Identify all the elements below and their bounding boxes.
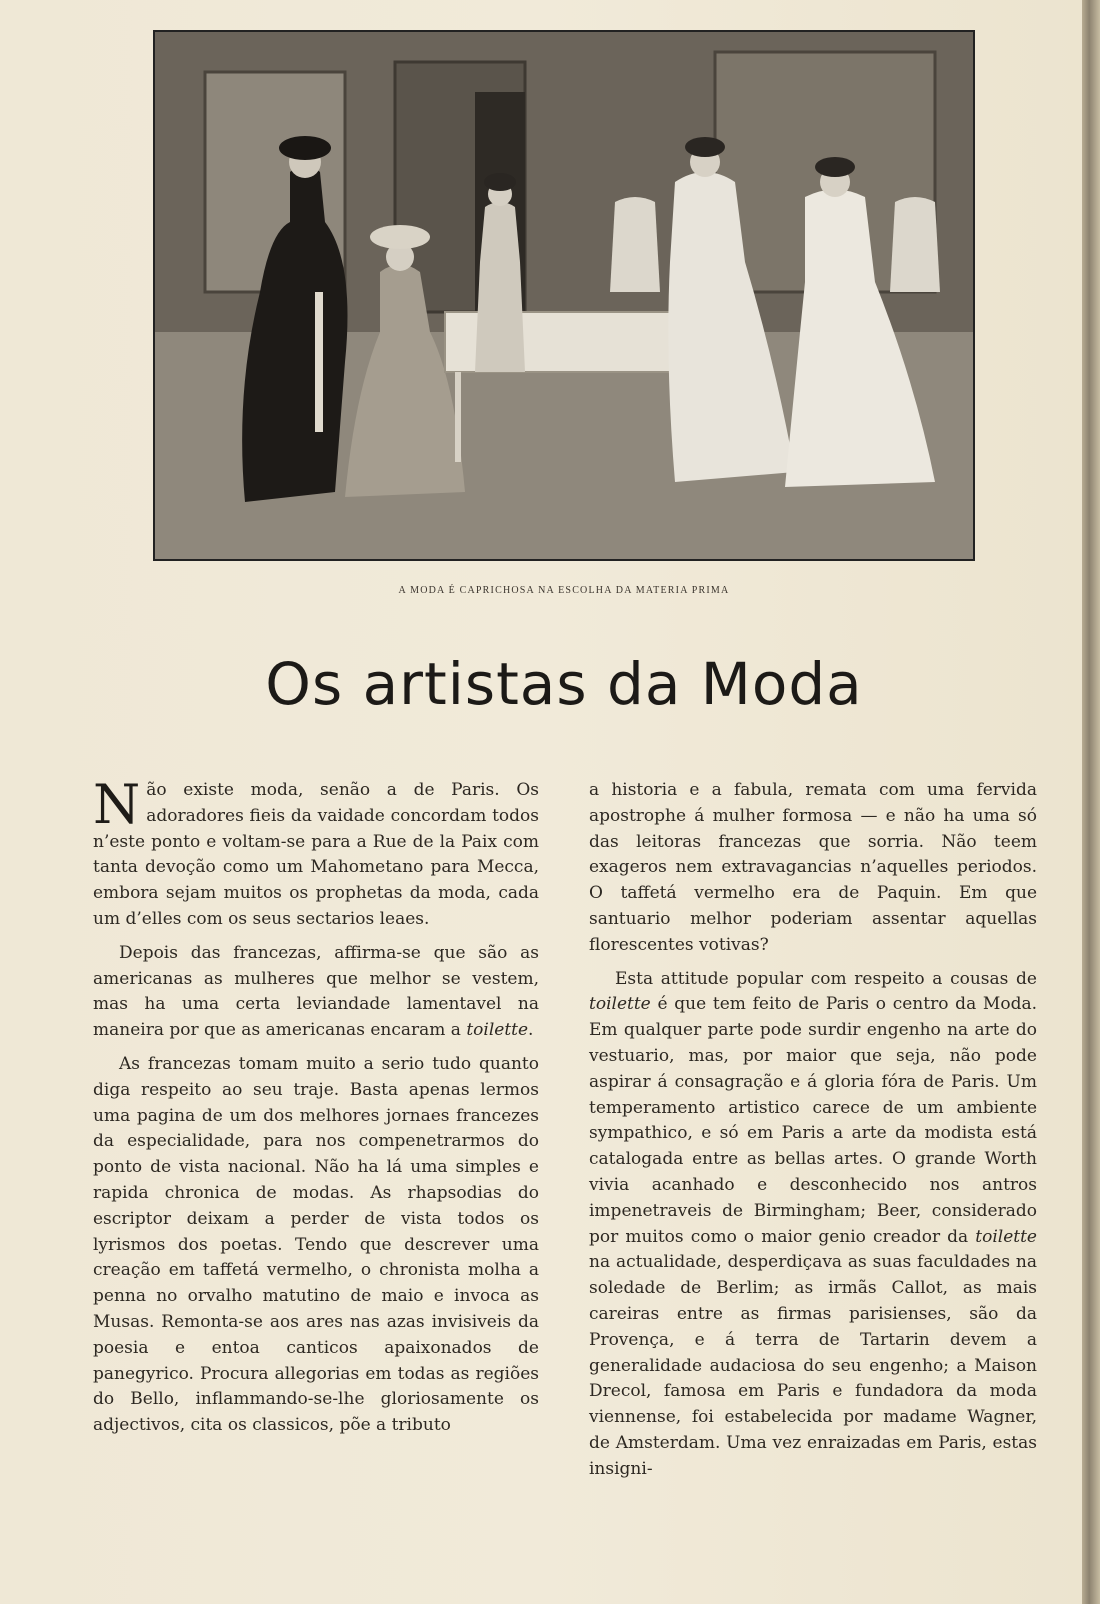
paragraph-text: ão existe moda, senão a de Paris. Os adoradores fieis da vaidade concordam todos n’este ponto e voltam-se para a Rue de la Paix com tanta devoção como um Mahometano para Mecca, embora sejam muitos os prophetas da moda, cada um d’elles com os seus sectarios leaes. [93,780,539,929]
page-edge [1082,0,1100,1604]
italic-term: toilette [975,1226,1037,1247]
drop-cap: N [93,773,141,836]
paragraph-text: As francezas tomam muito a serio tudo quanto diga respeito ao seu traje. Basta apenas lermos uma pagina de um dos melhores jornaes francezes da especialidade, para nos compenetrarmos do ponto de vista nacional. Não ha lá uma simples e rapida chronica de modas. As rhapsodias do escriptor deixam a perder de vista todos os lyrismos dos poetas. Tendo que descrever uma creação em taffetá vermelho, o chronista molha a penna no orvalho matutino de maio e invoca as Musas. Remonta-se aos ares nas azas invisiveis da poesia e entoa canticos apaixonados de panegyrico. Procura allegorias em todas as regiões do Bello, inflammando-se-lhe gloriosamente os adjectivos, cita os classicos, põe a tributo [93,1053,539,1436]
paragraph [589,967,1037,1483]
italic-term: toilette [466,1020,529,1041]
article-title: Os artistas da Moda [265,650,863,718]
article-column-right [589,778,1037,1491]
paragraph-text: na actualidade, desperdiçava as suas faculdades na soledade de Berlim; as irmãs Callot, as mais careiras entre as firmas parisienses, são da Provença, e á terra de Tartarin devem a generalidade audaciosa do seu engenho; a Maison Drecol, famosa em Paris e fundadora da moda viennense, foi estabelecida por madame Wagner, de Amsterdam. Uma vez enraizadas em Paris, estas insigni- [589,1252,1037,1479]
paragraph-text: é que tem feito de Paris o centro da Moda. Em qualquer parte pode surdir engenho na arte do vestuario, mas, por maior que seja, não pode aspirar á consagração e á gloria fóra de Paris. Um temperamento artistico carece de um ambiente sympathico, e só em Paris a arte da modista está catalogada entre as bellas artes. O grande Worth vivia acanhado e desconhecido nos antros impenetraveis de Birmingham; Beer, considerado por muitos como o maior genio creador da [589,994,1037,1247]
paragraph [93,941,539,1044]
photo-caption: A MODA É CAPRICHOSA NA ESCOLHA DA MATERIA PRIMA [398,585,730,596]
paragraph-text: a historia e a fabula, remata com uma fervida apostrophe á mulher formosa — e não ha uma só das leitoras francezas que sorria. Não teem exageros nem extravagancias n’aquelles periodos. O taffetá vermelho era de Paquin. Em que santuario melhor poderiam assentar aquellas florescentes votivas? [589,780,1037,955]
paragraph [589,778,1037,959]
paragraph-text: Depois das francezas, affirma-se que são as americanas as mulheres que melhor se vestem, mas ha uma certa leviandade lamentavel na maneira por que as americanas encaram a [93,942,539,1041]
photograph-fashion-salon [153,30,975,561]
paragraph-text: Esta attitude popular com respeito a cousas de [615,968,1037,989]
paragraph [93,773,539,933]
italic-term: toilette [589,994,651,1015]
article-column-left [93,773,539,1447]
paragraph [93,1052,539,1439]
paragraph-text: . [528,1020,534,1041]
photo-illustration [155,32,973,559]
